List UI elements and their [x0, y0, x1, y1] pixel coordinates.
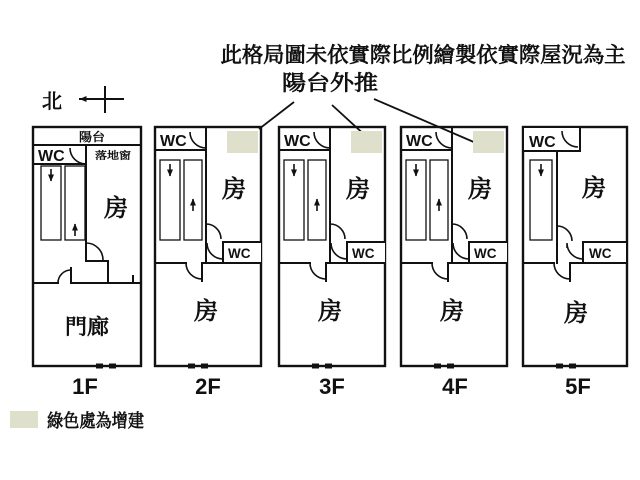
door-swing [567, 243, 583, 259]
balcony-label: 陽台 [79, 130, 104, 144]
legend [10, 410, 155, 431]
wc-label: WC [160, 133, 187, 150]
north-label: 北 [42, 91, 62, 113]
room-label: 房 [564, 300, 588, 327]
wc-label: WC [38, 148, 65, 165]
floor-plan-3f [279, 127, 385, 366]
door-swing [557, 226, 572, 241]
room-divider-wall [523, 263, 627, 281]
floor-plan-5f [523, 127, 627, 366]
porch-label: 門廊 [65, 316, 107, 339]
door-swing [207, 243, 223, 259]
door-swing [190, 132, 206, 148]
room-label: 房 [222, 176, 246, 203]
stairs [530, 160, 552, 240]
stairs [160, 160, 202, 240]
door-swing [206, 224, 221, 239]
wc-label: WC [589, 246, 612, 261]
door-swing [70, 148, 86, 164]
room-label: 房 [582, 175, 606, 202]
balcony-extension-label: 陽台外推 [282, 72, 366, 95]
floor-label-2f: 2F [195, 374, 221, 399]
porch-wall [33, 268, 141, 283]
wc-label: WC [529, 134, 556, 151]
floor-plan-1f [33, 127, 141, 366]
leader-line-2f [259, 102, 294, 129]
floor-label-1f: 1F [72, 374, 98, 399]
floor-label-3f: 3F [319, 374, 345, 399]
wc-label: WC [228, 246, 251, 261]
north-arrow-icon [80, 87, 123, 112]
door-swing [186, 263, 202, 279]
floor-label-5f: 5F [565, 374, 591, 399]
balcony-addition-area [227, 131, 258, 153]
room-label: 房 [104, 195, 128, 222]
disclaimer-text: 此格局圖未依實際比例繪製依實際屋況為主 [220, 44, 620, 67]
door-swing [86, 243, 103, 260]
stairs [41, 166, 85, 240]
floor-plan-2f [155, 127, 261, 366]
door-swing [554, 263, 570, 279]
room-label: 房 [194, 298, 218, 325]
legend-swatch [10, 411, 38, 428]
room-divider-wall [155, 263, 261, 281]
floor-label-4f: 4F [442, 374, 468, 399]
window-label: 落地窗 [95, 151, 125, 162]
floor-plan-4f [401, 127, 507, 366]
floor-labels [72, 374, 591, 399]
compass [42, 87, 123, 113]
legend-label: 綠色處為增建 [47, 411, 155, 431]
door-swing [58, 270, 71, 283]
